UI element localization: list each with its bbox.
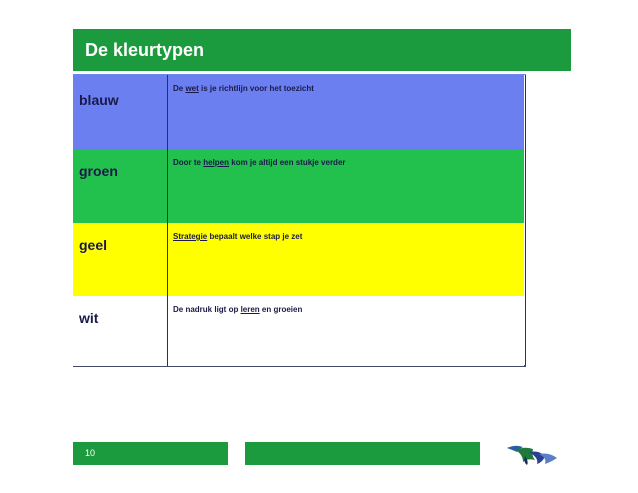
color-name: wit [79, 310, 99, 326]
company-logo-icon [505, 440, 560, 466]
color-name-cell [73, 149, 168, 223]
title-bar [73, 29, 571, 71]
table-row-blauw [73, 75, 524, 149]
table-row-wit [73, 296, 524, 366]
page-title: De kleurtypen [85, 40, 205, 60]
description: De nadruk ligt op leren en groeien [173, 305, 303, 314]
description-cell [168, 149, 524, 223]
footer-bar [245, 442, 480, 465]
description: De wet is je richtlijn voor het toezicht [173, 84, 314, 93]
color-name: groen [79, 163, 118, 179]
description-cell [168, 223, 524, 296]
description: Door te helpen kom je altijd een stukje verder [173, 158, 346, 167]
color-name: geel [79, 237, 108, 253]
table-row-groen [73, 149, 524, 223]
footer-page-bar [73, 442, 228, 465]
description-cell [168, 296, 524, 366]
color-name-cell [73, 223, 168, 296]
color-types-table [73, 74, 526, 367]
table-row-geel [73, 223, 524, 296]
color-name: blauw [79, 92, 119, 108]
description: Strategie bepaalt welke stap je zet [173, 232, 303, 241]
color-name-cell [73, 296, 168, 366]
table-right-border [525, 75, 526, 365]
page-number: 10 [85, 448, 96, 458]
color-name-cell [73, 75, 168, 149]
description-cell [168, 75, 524, 149]
